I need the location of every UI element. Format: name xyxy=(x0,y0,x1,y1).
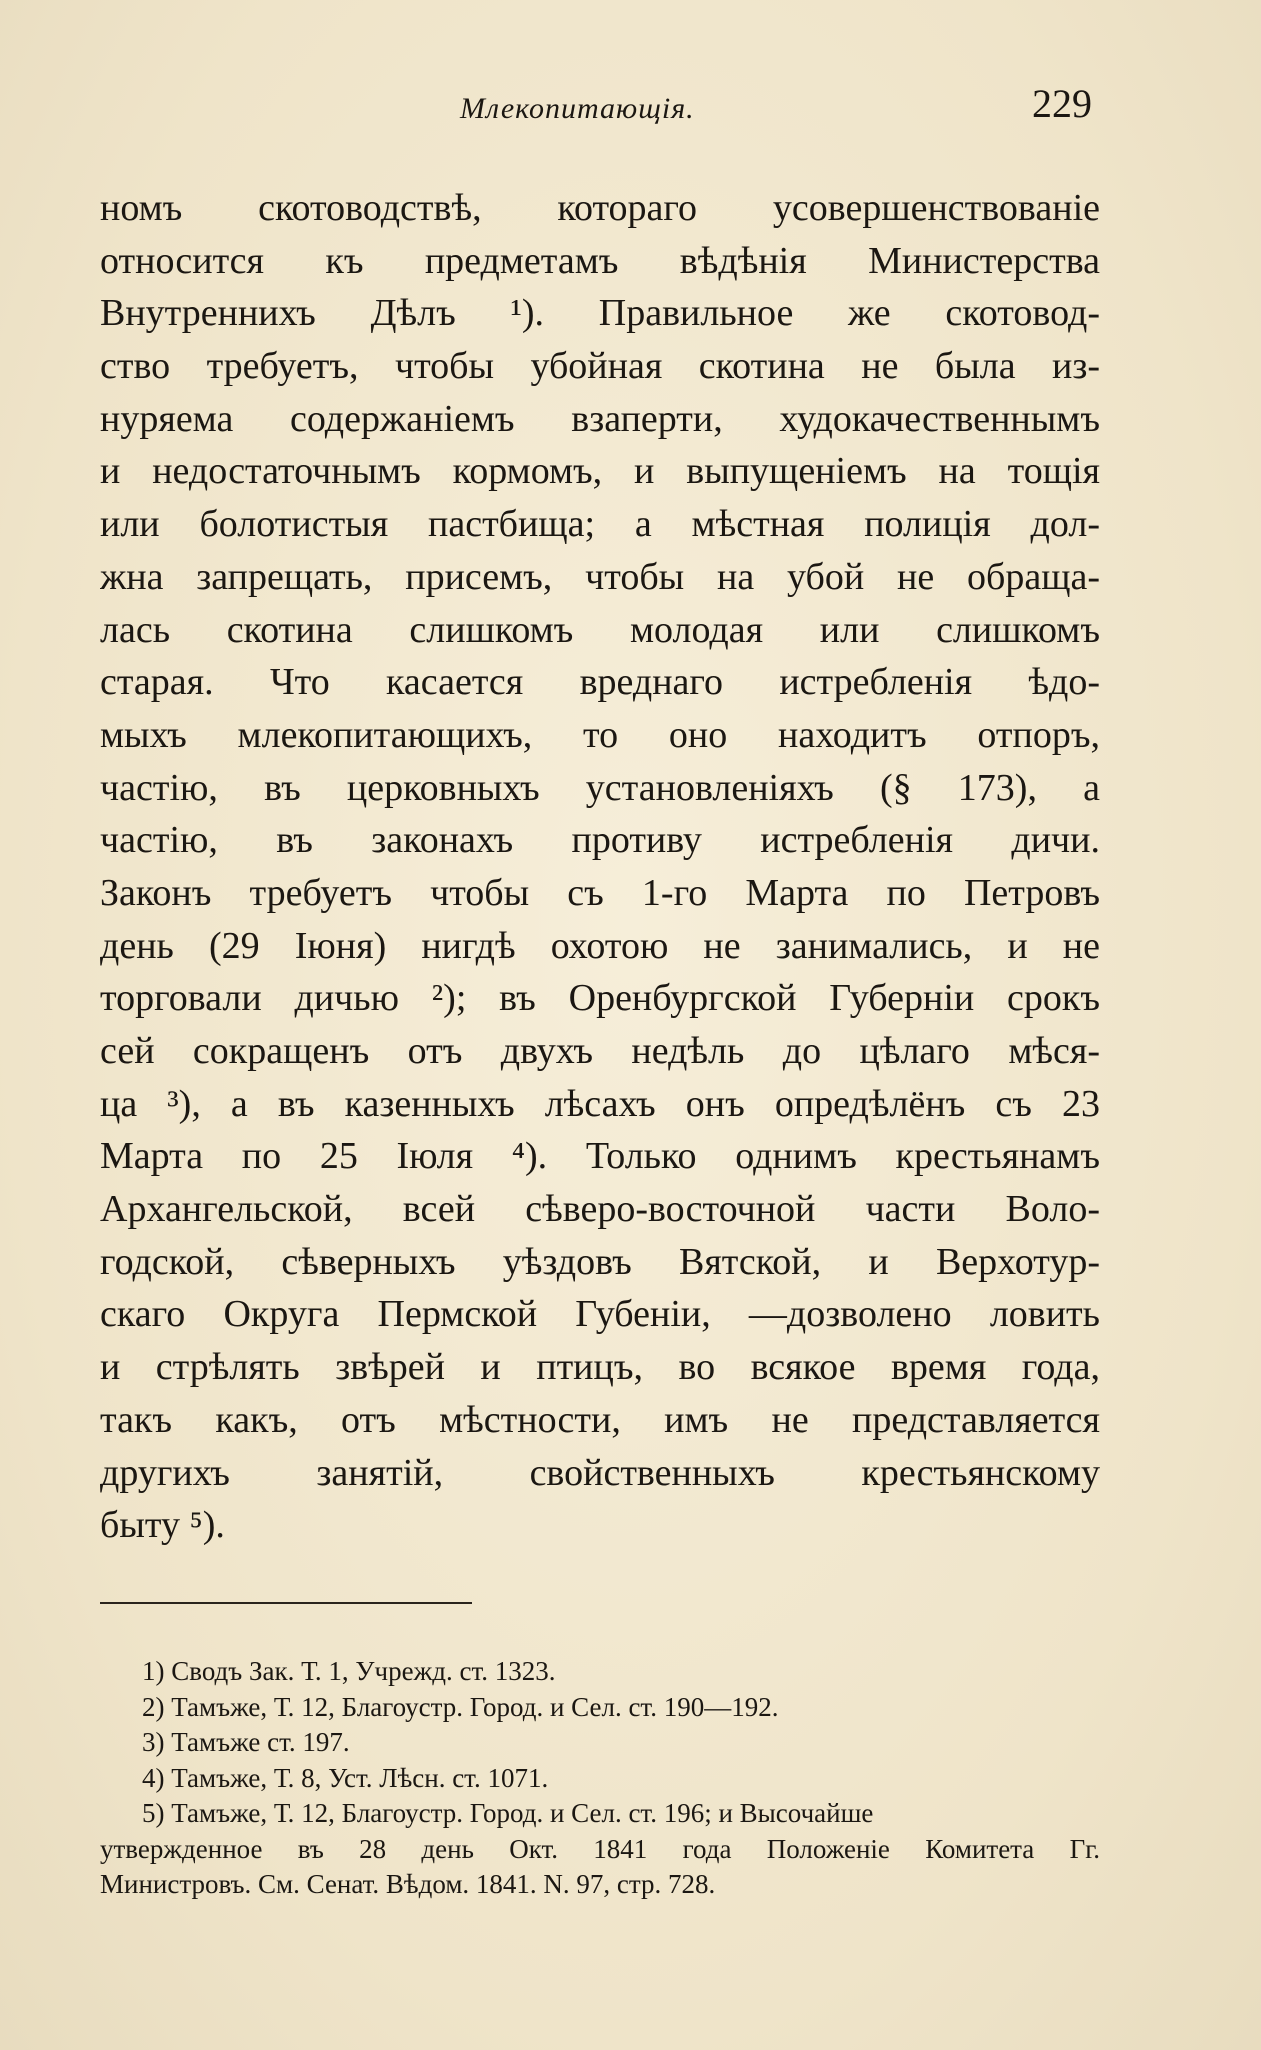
text-line: старая. Что касается вреднаго истребленія ѣдо- xyxy=(100,661,1100,704)
footnote-continuation: утвержденное въ 28 день Окт. 1841 года Положеніе Комитета Гг. xyxy=(100,1833,1100,1864)
footnote-divider xyxy=(100,1602,472,1604)
text-line: жна запрещать, присемъ, чтобы на убой не обраща- xyxy=(100,555,1100,598)
footnote: 2) Тамъже, Т. 12, Благоустр. Город. и Сел. ст. 190—192. xyxy=(142,1691,779,1722)
text-line: скаго Округа Пермской Губеніи, —дозволено ловить xyxy=(100,1293,1100,1336)
footnote: 1) Сводъ Зак. Т. 1, Учрежд. ст. 1323. xyxy=(142,1656,556,1686)
text-line: или болотистыя пастбища; а мѣстная полиція дол- xyxy=(100,503,1100,546)
text-line: Законъ требуетъ чтобы съ 1-го Марта по Петровъ xyxy=(100,871,1100,914)
text-line: быту ⁵). xyxy=(100,1504,225,1547)
text-line: день (29 Іюня) нигдѣ охотою не занимались, и не xyxy=(100,924,1100,967)
text-line: лась скотина слишкомъ молодая или слишкомъ xyxy=(100,608,1100,651)
text-line: нуряема содержаніемъ взаперти, худокачественнымъ xyxy=(100,397,1100,440)
text-line: другихъ занятій, свойственныхъ крестьянскому xyxy=(100,1451,1100,1494)
text-line: и недостаточнымъ кормомъ, и выпущеніемъ на тощія xyxy=(100,450,1100,493)
text-line: годской, сѣверныхъ уѣздовъ Вятской, и Верхотур- xyxy=(100,1240,1100,1283)
text-line: Внутреннихъ Дѣлъ ¹). Правильное же скотовод- xyxy=(100,292,1100,335)
text-line: частію, въ церковныхъ установленіяхъ (§ 173), а xyxy=(100,766,1100,809)
text-line: Марта по 25 Іюля ⁴). Только однимъ крестьянамъ xyxy=(100,1135,1100,1178)
text-line: относится къ предметамъ вѣдѣнія Министерства xyxy=(100,239,1100,282)
text-line: ца ³), а въ казенныхъ лѣсахъ онъ опредѣлёнъ съ 23 xyxy=(100,1082,1100,1125)
running-title: Млекопитающія. xyxy=(460,92,695,125)
body-text xyxy=(100,182,1100,1552)
text-line: торговали дичью ²); въ Оренбургской Губерніи срокъ xyxy=(100,977,1100,1020)
page-number: 229 xyxy=(1032,81,1092,126)
text-line: такъ какъ, отъ мѣстности, имъ не представляется xyxy=(100,1398,1100,1441)
text-line: Архангельской, всей сѣверо-восточной части Воло- xyxy=(100,1188,1100,1231)
text-line: номъ скотоводствѣ, котораго усовершенствованіе xyxy=(100,187,1100,229)
text-line: и стрѣлять звѣрей и птицъ, во всякое время года, xyxy=(100,1346,1100,1389)
footnote: 3) Тамъже ст. 197. xyxy=(142,1727,350,1757)
footnote-continuation: Министровъ. См. Сенат. Вѣдом. 1841. N. 97, стр. 728. xyxy=(100,1869,716,1899)
footnote: 5) Тамъже, Т. 12, Благоустр. Город. и Сел. ст. 196; и Высочайше xyxy=(142,1798,874,1828)
text-line: ство требуетъ, чтобы убойная скотина не была из- xyxy=(100,345,1100,388)
text-line: частію, въ законахъ противу истребленія дичи. xyxy=(100,819,1100,862)
footnote: 4) Тамъже, Т. 8, Уст. Лѣсн. ст. 1071. xyxy=(142,1762,549,1793)
footnotes xyxy=(100,1654,1100,1903)
text-line: сей сокращенъ отъ двухъ недѣль до цѣлаго мѣся- xyxy=(100,1030,1100,1072)
text-line: мыхъ млекопитающихъ, то оно находитъ отпоръ, xyxy=(100,713,1100,756)
